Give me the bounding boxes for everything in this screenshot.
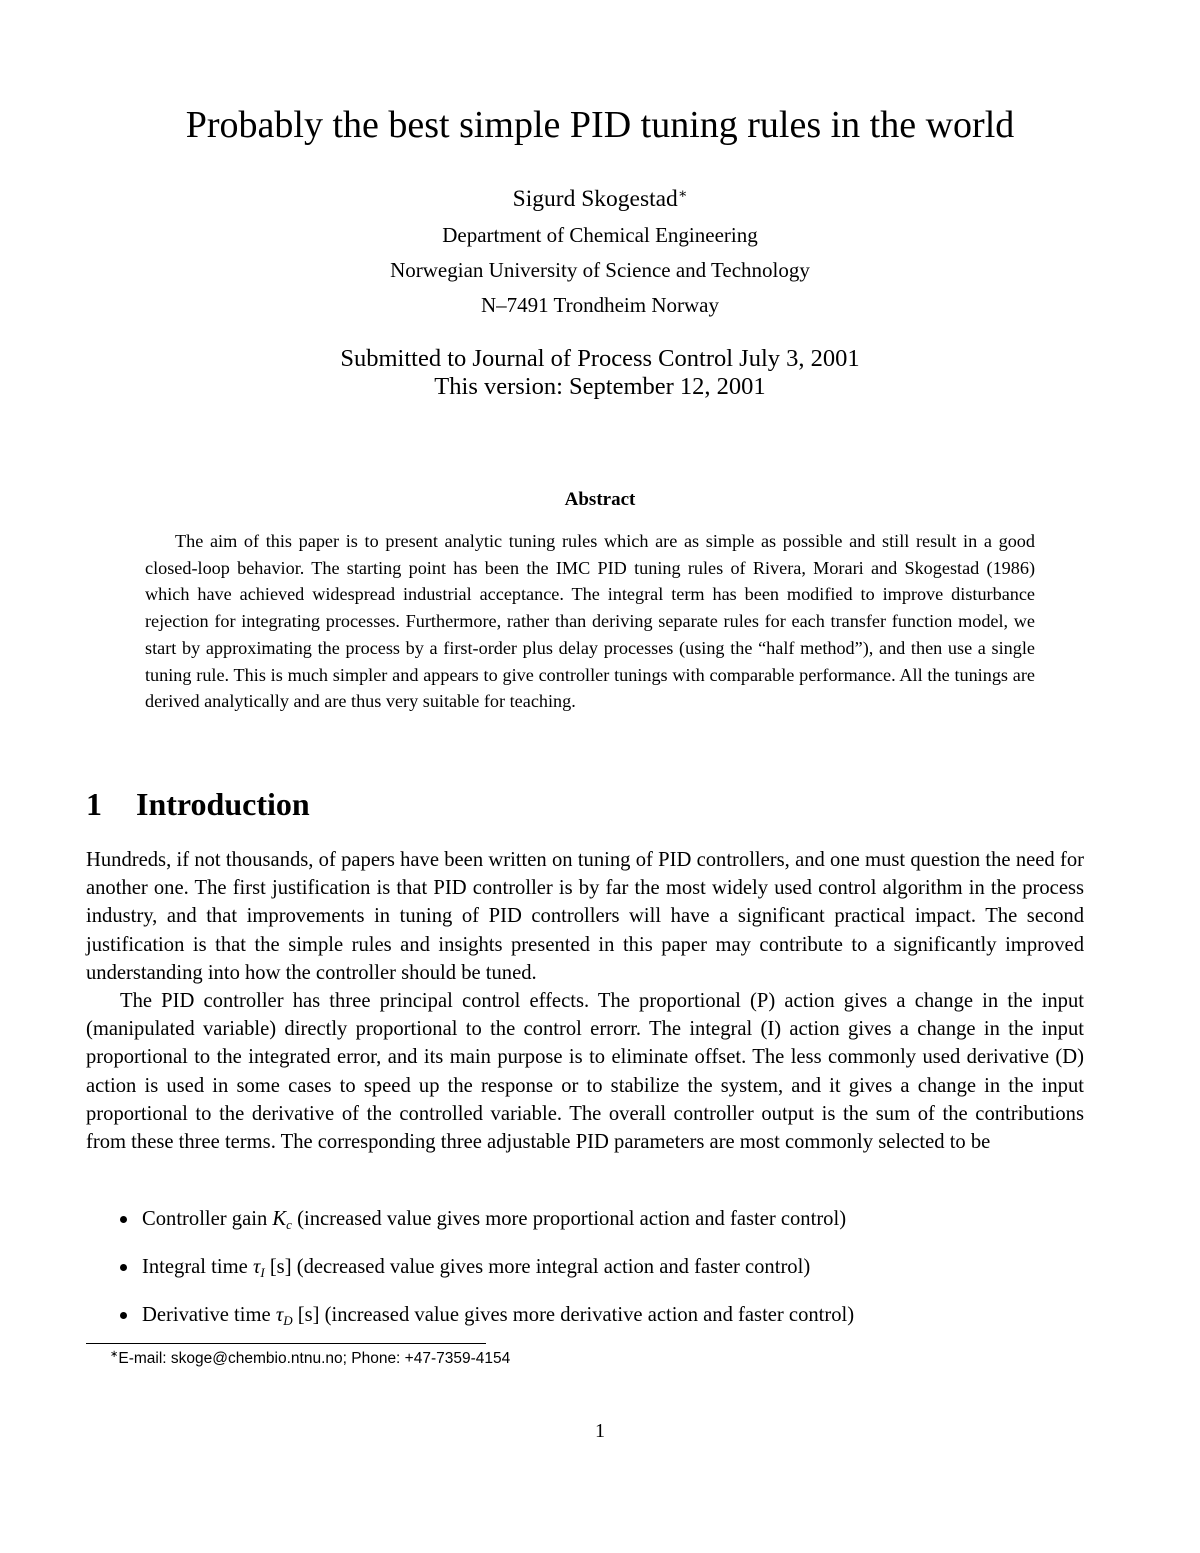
- bullet-unit: [s]: [297, 1304, 320, 1326]
- bullet-icon: [120, 1264, 127, 1271]
- section-heading-introduction: [86, 782, 310, 826]
- derivative-time-symbol: $\tau_D$: [275, 1304, 293, 1328]
- section-title: Introduction: [136, 786, 310, 822]
- abstract-text: The aim of this paper is to present analytic tuning rules which are as simple as possible and still result in a good closed-loop behavior. The starting point has been the IMC PID tuning rules of Rivera, Morari and Skogestad (1986) which have achieved widespread industrial acceptance. The integral term has been modified to improve disturbance rejection for integrating processes. Furthermore, rather than deriving separate rules for each transfer function model, we start by approximating the process by a first-order plus delay processes (using the “half method”), and then use a single tuning rule. This is much simpler and appears to give controller tunings with comparable performance. All the tunings are derived analytically and are thus very suitable for teaching.: [145, 531, 1035, 712]
- bullet-unit: [s]: [269, 1256, 292, 1278]
- affiliation-department: Department of Chemical Engineering: [442, 223, 758, 247]
- affiliation-university: Norwegian University of Science and Technology: [390, 258, 810, 282]
- bullet-label: Integral time: [142, 1256, 248, 1278]
- bullet-label: Controller gain: [142, 1208, 268, 1230]
- bullet-label: Derivative time: [142, 1304, 271, 1326]
- section-number: 1: [86, 786, 102, 822]
- pid-parameter-list: [86, 1204, 1086, 1348]
- author-name: Sigurd Skogestad: [512, 186, 678, 212]
- gain-symbol: $K_c$: [272, 1208, 292, 1232]
- abstract-heading: Abstract: [564, 489, 636, 510]
- introduction-body: [86, 846, 1084, 1156]
- bullet-description: (increased value gives more proportional action and faster control): [297, 1208, 847, 1230]
- affiliation-address: N–7491 Trondheim Norway: [480, 293, 719, 317]
- footnote-text: E-mail: skoge@chembio.ntnu.no; Phone: +47-7359-4154: [118, 1350, 511, 1367]
- list-item-integral-time: [86, 1252, 1086, 1300]
- bullet-description: (decreased value gives more integral action and faster control): [296, 1256, 811, 1278]
- version-date: This version: September 12, 2001: [434, 373, 766, 400]
- intro-paragraph-2: The PID controller has three principal control effects. The proportional (P) action gives a change in the input (manipulated variable) directly proportional to the control errorr. The integral (I) action gives a change in the input proportional to the integrated error, and its main purpose is to eliminate offset. The less commonly used derivative (D) action is used in some cases to speed up the response or to stabilize the system, and it gives a change in the input proportional to the derivative of the controlled variable. The overall controller output is the sum of the contributions from these three terms. The corresponding three adjustable PID parameters are most commonly selected to be: [86, 990, 1084, 1154]
- intro-paragraph-1: Hundreds, if not thousands, of papers have been written on tuning of PID controllers, and one must question the need for another one. The first justification is that PID controller is by far the most widely used control algorithm in the process industry, and that improvements in tuning of PID controllers will have a significant practical impact. The second justification is that the simple rules and insights presented in this paper may contribute to a significantly improved understanding into how the controller should be tuned.: [86, 849, 1084, 984]
- bullet-description: (increased value gives more derivative action and faster control): [324, 1304, 855, 1326]
- bullet-icon: [120, 1312, 127, 1319]
- bullet-icon: [120, 1216, 127, 1223]
- list-item-controller-gain: [86, 1204, 1086, 1252]
- footnote: [110, 1348, 510, 1370]
- paper-title: Probably the best simple PID tuning rules in the world: [185, 104, 1015, 146]
- submission-date: Submitted to Journal of Process Control July 3, 2001: [340, 345, 860, 372]
- list-item-derivative-time: [86, 1300, 1086, 1348]
- author-footnote-mark: ∗: [677, 187, 688, 202]
- footnote-divider: [86, 1343, 486, 1344]
- footnote-mark: ∗: [110, 1349, 119, 1360]
- author-line: [0, 182, 1200, 216]
- page-number: 1: [595, 1420, 605, 1442]
- integral-time-symbol: $\tau_I$: [252, 1256, 265, 1280]
